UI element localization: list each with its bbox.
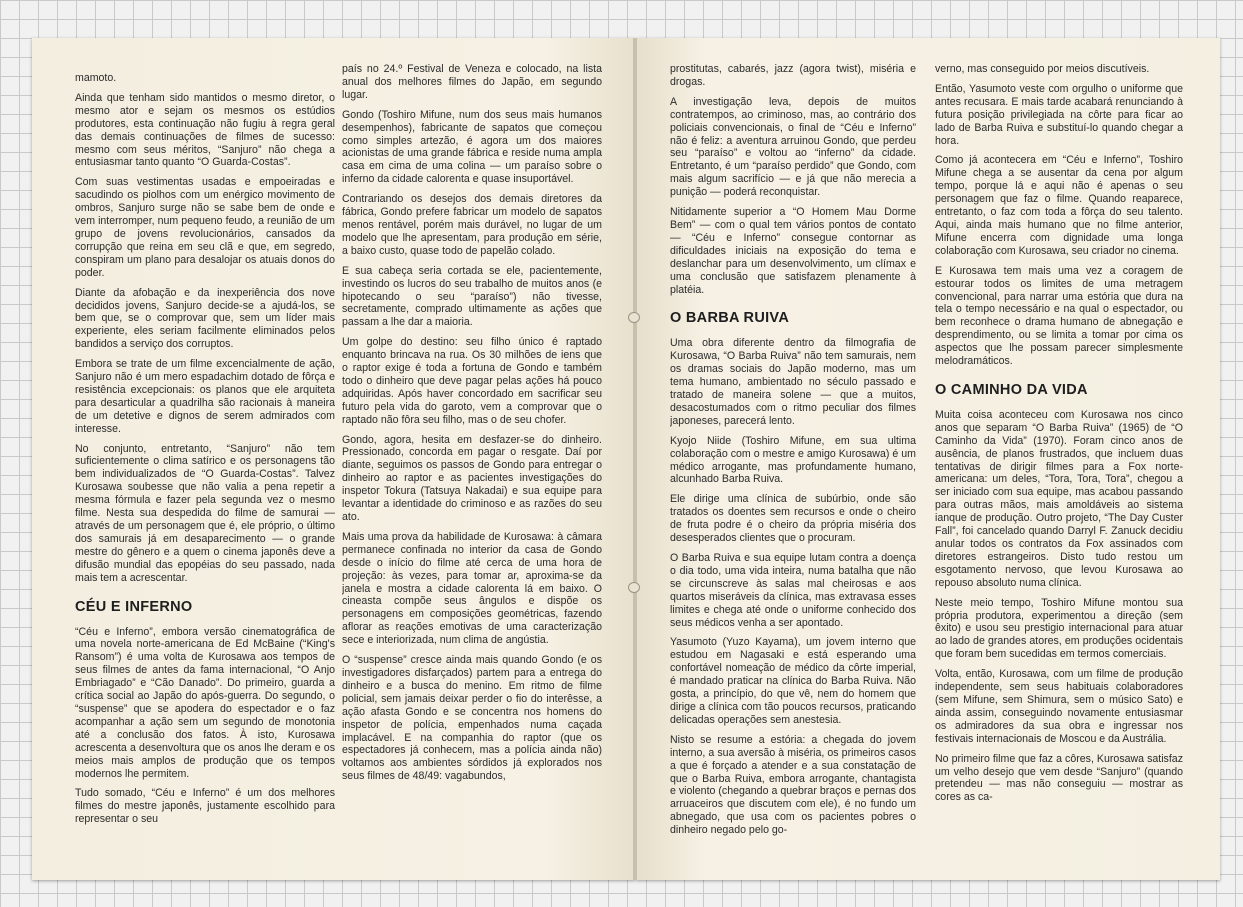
paragraph: Embora se trate de um filme excencialmente de ação, Sanjuro não é um mero espadachim dotado de fôrça e resistência excepcionais: os planos que ele arquiteta para desarticular a quadrilha são racionais à maneira de um detetive e dignos de serem admirados com interesse.	[75, 358, 335, 435]
paragraph: Gondo, agora, hesita em desfazer-se do dinheiro. Pressionado, concorda em pagar o resgate. Daí por diante, seguimos os passos de Gondo para entregar o dinheiro ao raptor e as pacientes investigações do inspetor Tokura (Tatsuya Nakadai) e sua equipe para levantar a identidade do criminoso e as razões do seu ato.	[342, 433, 602, 523]
section-heading-ceu-e-inferno: CÉU E INFERNO	[75, 598, 193, 615]
paragraph: Ele dirige uma clínica de subúrbio, onde são tratados os doentes sem recursos e onde o cheiro de fruta podre é o cheiro da própria miséria dos desesperados clientes que o procuram.	[670, 493, 916, 545]
paragraph: No primeiro filme que faz a côres, Kurosawa satisfaz um velho desejo que vem desde “Sanjuro” (quando pretendeu — mas não conseguiu — mostrar as cores as ca-	[935, 752, 1183, 804]
section-heading-o-barba-ruiva: O BARBA RUIVA	[670, 310, 790, 327]
paragraph: No conjunto, entretanto, “Sanjuro” não tem suficientemente o clima satírico e os personagens tão bem individualizados de “O Guarda-Costas”. Talvez Kurosawa soubesse que não valia a pena repetir a mesma fórmula e fazer pela segunda vez o mesmo filme. Nesta sua despedida do filme de samurai — através de um personagem que é, ele próprio, o último dos samurais já em desaparecimento — o grande mestre do gênero e a quem o cinema japonês deve a difusão mundial das epopéias do seu passado, nada mais tem a acrescentar.	[75, 442, 335, 584]
paragraph: verno, mas conseguido por meios discutíveis.	[935, 63, 1150, 75]
column-1	[75, 72, 335, 872]
column-2	[342, 63, 602, 863]
paragraph: Contrariando os desejos dos demais diretores da fábrica, Gondo prefere fabricar um modelo de sapatos menos rentável, porém mais durável, no lugar de um modelo que lhe apresentam, para produção em série, a baixo custo, quase todo de papelão colado.	[342, 193, 602, 257]
paragraph: Como já acontecera em “Céu e Inferno”, Toshiro Mifune chega a se ausentar da cena por algum tempo, porque lá e aqui não é apenas o seu personagem que faz o filme. Quando reaparece, entretanto, o faz com toda a fôrça do seu talento. Aqui, ainda mais humano que no filme anterior, Mifune encerra com dignidade uma longa colaboração com Kurosawa, seu criador no cinema.	[935, 154, 1183, 257]
paragraph: O Barba Ruiva e sua equipe lutam contra a doença o dia todo, uma vida inteira, numa batalha que não se circunscreve às salas mal cheirosas e aos quartos miseráveis da clínica, mas extravasa esses limites e chega até onde o uniforme conhecido dos seus médicos venha a ser apontado.	[670, 552, 916, 629]
paragraph: E sua cabeça seria cortada se ele, pacientemente, investindo os lucros do seu trabalho de muitos anos (e hipotecando o seu “paraíso”) não tivesse, secretamente, comprado ultimamente as ações que passam a lhe dar a maioria.	[342, 264, 602, 329]
paragraph: Ainda que tenham sido mantidos o mesmo diretor, o mesmo ator e sejam os mesmos os estúdios produtores, esta continuação não fugiu à regra geral das demais continuações de filmes de sucesso: mesmo com seus méritos, “Sanjuro” não chega a entusiasmar tanto quanto “O Guarda-Costas”.	[75, 91, 335, 169]
column-4	[935, 63, 1183, 863]
paragraph: Neste meio tempo, Toshiro Mifune montou sua própria produtora, experimentou a direção (sem êxito) e usou seu prestigio internacional para atuar ao lado de grandes atores, em produções ocidentais que foram bem sucedidas em termos comerciais.	[935, 596, 1183, 661]
staple-bottom	[628, 582, 640, 593]
paragraph: Gondo (Toshiro Mifune, num dos seus mais humanos desempenhos), fabricante de sapatos que começou como simples artezão, é agora um dos maiores acionistas de uma grande fábrica e reside numa ampla casa em cima de uma colina — um paraíso sobre o inferno da cidade calorenta e quase insuportável.	[342, 108, 602, 186]
section-heading-o-caminho-da-vida: O CAMINHO DA VIDA	[935, 381, 1088, 398]
paragraph: Tudo somado, “Céu e Inferno” é um dos melhores filmes do mestre japonês, justamente escolhido para representar o seu	[75, 787, 335, 826]
paragraph: Kyojo Niide (Toshiro Mifune, em sua ultima colaboração com o mestre e amigo Kurosawa) é um médico arrogante, mas profundamente humano, alcunhado Barba Ruiva.	[670, 434, 916, 486]
paragraph: Nisto se resume a estória: a chegada do jovem interno, a sua aversão à miséria, os primeiros casos a que é forçado a atender e a sua constatação de que o Barba Ruiva, embora arrogante, chantagista e violento (chegando a quebrar braços e pernas dos arruaceiros que discutem com ele), é no fundo um abnegado, que usa com os pacientes pobres o dinheiro negado pelo go-	[670, 733, 916, 837]
paragraph: Volta, então, Kurosawa, com um filme de produção independente, sem seus habituais colaboradores (sem Mifune, sem Shimura, sem o músico Sato) e ainda assim, conseguindo novamente entusiasmar os admiradores da sua obra e ingressar nos festivais internacionais de Moscou e da Austrália.	[935, 668, 1183, 745]
paragraph: prostitutas, cabarés, jazz (agora twist), miséria e drogas.	[670, 63, 916, 88]
paragraph: E Kurosawa tem mais uma vez a coragem de estourar todos os limites de uma metragem convencional, para narrar uma estória que dura na tela o tempo necessário e na qual o espectador, ou bem reconhece o drama humano de abnegação e desprendimento, ou se limita a tomar por cima os aspectos que lhe possam parecer simplesmente melodramáticos.	[935, 264, 1183, 368]
paragraph: Com suas vestimentas usadas e empoeiradas e sacudindo os piolhos com um enérgico movimento de ombros, Sanjuro surge não se sabe bem de onde e vem interromper, num pequeno feudo, a reunião de um grupo de jovens revolucionários, cansados da corrupção que reina em seu clã e que, em segredo, conspiram um plano para desalojar os atuais donos do poder.	[75, 176, 335, 279]
staple-top	[628, 312, 640, 323]
paragraph: Nitidamente superior a “O Homem Mau Dorme Bem” — com o qual tem vários pontos de contato — “Céu e Inferno” consegue contornar as dificuldades iniciais na exposição do tema e deslanchar para um desenvolvimento, um clímax e uma conclusão que satisfazem plenamente à platéia.	[670, 206, 916, 296]
paragraph: Muita coisa aconteceu com Kurosawa nos cinco anos que separam “O Barba Ruiva” (1965) de “O Caminho da Vida” (1970). Foram cinco anos de ausência, de planos frustrados, que incluem duas tentativas de dirigir filmes para a Fox norte-americana: um deles, “Tora, Tora, Tora”, chegou a ser iniciado com sua equipe, mas acabou passando para outras mãos, mais amoldáveis ao sistema ianque de produção. Outro projeto, “The Day Custer Fall”, foi cancelado quando Darryl F. Zanuck decidiu anular todos os contratos da Fox assinados com diretores estrangeiros. Disto tudo restou um esgotamento nervoso, que levou Kurosawa ao repouso absoluto numa clínica.	[935, 408, 1183, 589]
binding-gutter	[633, 38, 637, 880]
paragraph: Então, Yasumoto veste com orgulho o uniforme que antes recusara. E mais tarde acabará renunciando à futura posição privilegiada na côrte para ficar ao lado de Barba Ruiva e substituí-lo quando chegar a hora.	[935, 82, 1183, 147]
paragraph: “Céu e Inferno”, embora versão cinematográfica de uma novela norte-americana de Ed McBaine (“King's Ransom”) é uma volta de Kurosawa aos tempos de seus filmes de antes da fama internacional, “O Anjo Embriagado” e “Cão Danado”. Do primeiro, guarda a crítica social ao Japão do após-guerra. Do segundo, o “suspense” que se apodera do espectador e o faz acompanhar a ação sem um segundo de monotonia até a conclusão dos fatos. À isto, Kurosawa acrescenta a desenvoltura que os anos lhe deram e os meios mais amplos de produção que os tempos modernos lhe permitem.	[75, 625, 335, 780]
paragraph: Yasumoto (Yuzo Kayama), um jovem interno que estudou em Nagasaki e está esperando uma confortável nomeação de médico da côrte imperial, é mandado praticar na clínica do Barba Ruiva. Não gosta, a princípio, do que vê, nem do homem que dirige a clínica com tão poucos recursos, praticando delicadas operações sem anestesia.	[670, 636, 916, 726]
paragraph: A investigação leva, depois de muitos contratempos, ao criminoso, mas, ao contrário dos policiais convencionais, o final de “Céu e Inferno” não é feliz: a aventura arruinou Gondo, que perdeu seu “paraíso” e voltou ao “inferno” da cidade. Entretanto, é um “paraíso perdido” que Gondo, com mais algum sacrifício — e já que não merecia a punição — poderá reconquistar.	[670, 95, 916, 199]
paragraph: O “suspense” cresce ainda mais quando Gondo (e os investigadores disfarçados) partem para a entrega do dinheiro e a busca do menino. Em ritmo de filme policial, sem jamais deixar perder o fio do interêsse, a ação afasta Gondo e se concentra nos homens do inspetor de polícia, empenhados numa caçada implacável. E na companhia do raptor (que os espectadores já conhecem, mas a polícia ainda não) voltamos aos ambientes sórdidos já explorados nos seus filmes de 48/49: vagabundos,	[342, 654, 602, 783]
paragraph: Diante da afobação e da inexperiência dos nove decididos jovens, Sanjuro decide-se a ajudá-los, se bem que, se o comprovar que, sem um líder mais experiente, eles seriam facilmente eliminados pelos bandidos a serviço dos corruptos.	[75, 286, 335, 351]
paragraph: mamoto.	[75, 72, 117, 84]
column-3	[670, 63, 916, 863]
paragraph: país no 24.º Festival de Veneza e colocado, na lista anual dos melhores filmes do Japão, em segundo lugar.	[342, 63, 602, 101]
paragraph: Mais uma prova da habilidade de Kurosawa: à câmara permanece confinada no interior da casa de Gondo desde o início do filme até cerca de uma hora de projeção: às vezes, para tomar ar, aproxima-se da janela e mostra a cidade calorenta lá em baixo. O cineasta compõe seus ângulos e dispõe os personagens em composições geométricas, fazendo aflorar as reações emotivas de uma caracterização sece e interiorizada, num clima de angústia.	[342, 530, 602, 647]
paragraph: Um golpe do destino: seu filho único é raptado enquanto brincava na rua. Os 30 milhões de iens que o raptor exige é toda a fortuna de Gondo e também todo o dinheiro que deve pagar pelas ações há pouco adquiridas. Após haver concordado em sacrificar seu futuro pela vida do garoto, vem a comprovar que o raptado não fôra seu filho, mas o de seu chofer.	[342, 336, 602, 426]
paragraph: Uma obra diferente dentro da filmografia de Kurosawa, “O Barba Ruiva” não tem samurais, nem os dramas sociais do Japão moderno, mas um tema humano, ambientado no século passado e tratado de maneira solene — que a muitos, desacostumados com o ritmo peculiar dos filmes japoneses, parecerá lento.	[670, 337, 916, 427]
